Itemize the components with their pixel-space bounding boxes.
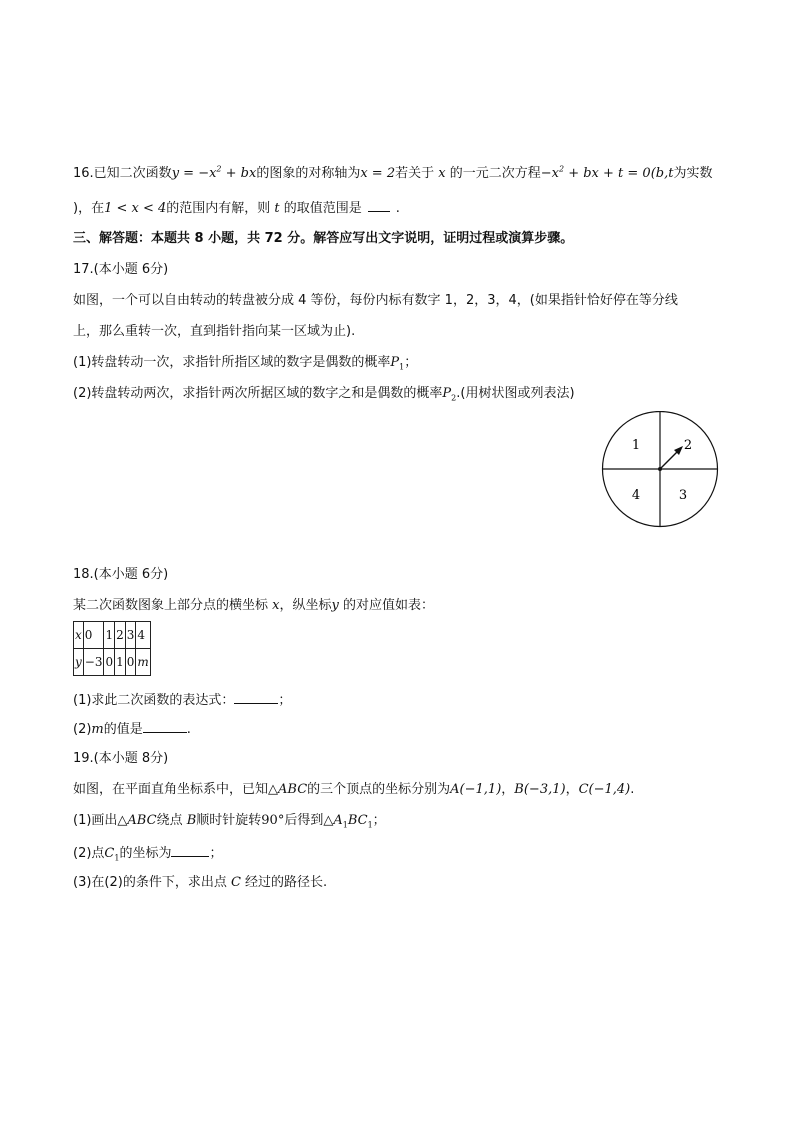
q19-sub2: (2)点$C_1$的坐标为 ； — [73, 843, 223, 863]
q16-text: 16.已知二次函数 — [73, 166, 172, 181]
q16-text: 的范围内有解，则 — [166, 201, 275, 216]
spinner-figure — [598, 411, 722, 535]
table-cell: y — [74, 649, 84, 676]
q16-var-t: t — [274, 201, 280, 216]
q16-text: 为实数 — [673, 166, 713, 181]
q17-desc-line1: 如图，一个可以自由转动的转盘被分成 4 等份，每份内标有数字 1，2，3，4，(如果指针恰好停在等分线 — [73, 293, 678, 308]
q19-heading: 19.(本小题 8分) — [73, 751, 169, 766]
spinner-label-2: 2 — [683, 438, 693, 453]
q18-desc: 某二次函数图象上部分点的横坐标 x，纵坐标y 的对应值如表： — [73, 598, 434, 613]
table-cell: x — [74, 622, 84, 649]
q16-text: 若关于 — [395, 166, 439, 181]
q17-sub2: (2)转盘转动两次，求指针两次所据区域的数字之和是偶数的概率$P_2$.(用树状图或列表法) — [73, 386, 575, 403]
table-cell: 2 — [115, 622, 126, 649]
q19-desc: 如图，在平面直角坐标系中，已知△ABC的三个顶点的坐标分别为A(−1,1)，B(−3,1)，C(−1,4). — [73, 782, 635, 797]
answer-blank[interactable] — [368, 198, 390, 212]
q17-desc-line2: 上，那么重转一次，直到指针指向某一区域为止). — [73, 324, 356, 339]
table-cell: −3 — [83, 649, 104, 676]
q16-text: 的取值范围是 — [279, 201, 362, 216]
table-cell: 1 — [115, 649, 126, 676]
q17-sub1: (1)转盘转动一次，求指针所指区域的数字是偶数的概率$P_1$； — [73, 355, 418, 372]
q16-function: $y = -x^2$ + bx — [171, 164, 257, 181]
q18-sub1: (1)求此二次函数的表达式： ； — [73, 690, 291, 710]
table-cell: 1 — [104, 622, 115, 649]
spinner-label-3: 3 — [678, 488, 688, 503]
table-cell: 0 — [104, 649, 115, 676]
q19-sub1: (1)画出△ABC绕点 B顺时针旋转90°后得到$\triangle A_1BC_1$； — [73, 813, 386, 830]
spinner-label-1: 1 — [631, 438, 641, 453]
answer-blank[interactable] — [143, 719, 187, 733]
table-row — [74, 649, 151, 676]
q16-text: )，在 — [73, 201, 105, 216]
q17-heading: 17.(本小题 6分) — [73, 262, 169, 277]
answer-blank[interactable] — [234, 690, 278, 704]
table-cell: 0 — [83, 622, 104, 649]
spinner-center-dot — [658, 467, 662, 471]
table-cell: 3 — [125, 622, 136, 649]
q16-var-x: x — [438, 166, 446, 181]
table-cell: 4 — [136, 622, 150, 649]
table-cell: 0 — [125, 649, 136, 676]
q16-equation: $-x^2$ + bx + t = 0(b,t — [540, 164, 674, 181]
q16-axis: x = 2 — [360, 166, 396, 181]
q18-heading: 18.(本小题 6分) — [73, 567, 169, 582]
section-title: 三、解答题：本题共 8 小题，共 72 分。解答应写出文字说明，证明过程或演算步骤。 — [73, 231, 574, 246]
value-table — [73, 621, 151, 676]
q19-sub3: (3)在(2)的条件下，求出点 C 经过的路径长. — [73, 875, 328, 890]
answer-blank[interactable] — [171, 843, 209, 857]
table-row — [74, 622, 151, 649]
q16-range: 1 < x < 4 — [104, 201, 167, 216]
q18-sub2: (2)m的值是 . — [73, 719, 191, 739]
q16-line2: )，在1 < x < 4的范围内有解，则 t 的取值范围是 . — [73, 198, 400, 218]
q16-line1 — [73, 165, 712, 183]
q16-text: 的一元二次方程 — [445, 166, 541, 181]
q16-text: 的图象的对称轴为 — [256, 166, 361, 181]
spinner-label-4: 4 — [631, 488, 641, 503]
table-cell: m — [136, 649, 150, 676]
